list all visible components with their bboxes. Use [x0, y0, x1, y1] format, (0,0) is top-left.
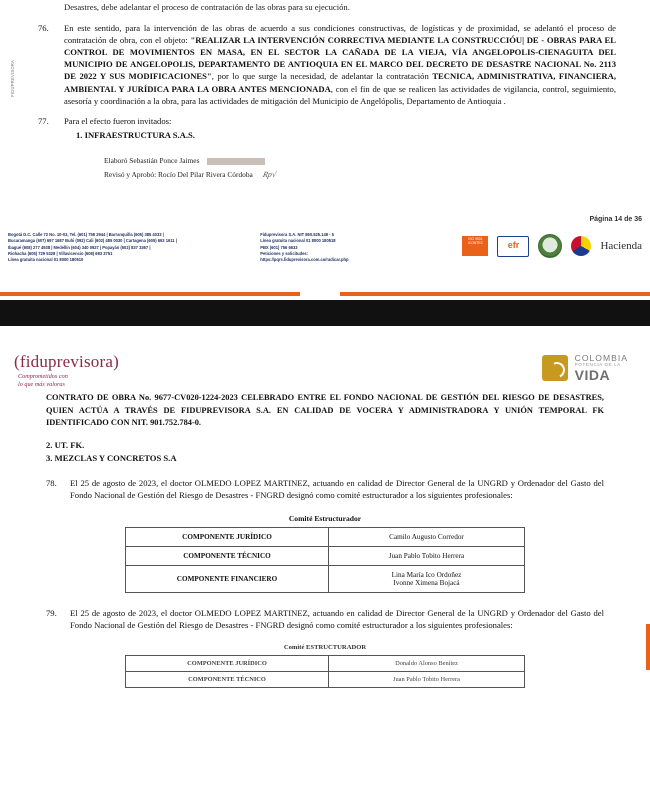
icontec-logo-icon: ISO 9001 ICONTEC — [462, 236, 488, 256]
paragraph-78 — [46, 477, 604, 502]
table-cell-value: Juan Pablo Tobito Herrera — [329, 671, 525, 687]
paragraph-79 — [46, 607, 604, 632]
colombia-line-1: COLOMBIA — [574, 353, 628, 363]
table-cell-value-line-1: Lina María Ico Ordoñez — [391, 570, 462, 579]
paragraph-76-bold2: TECNICA, ADMINISTRATIVA, FINANCIERA, AMBIENTAL Y JURÍDICA PARA LA OBRA ANTES MENCIONADA — [64, 71, 616, 94]
table-cell-label: COMPONENTE JURÍDICO — [126, 527, 329, 546]
table-cell-value: Donaldo Alonso Benítez — [329, 655, 525, 671]
page-2-header — [0, 326, 650, 392]
table-78-caption: Comité Estructurador — [288, 513, 362, 523]
footer-line: Peticiones y solicitudes: — [260, 251, 309, 257]
list-item: 2. UT. FK. — [46, 439, 85, 450]
table-cell-label: COMPONENTE JURÍDICO — [126, 655, 329, 671]
page-margin-stamp: FIDUPREVISORA — [10, 60, 15, 97]
paragraph-77 — [38, 115, 616, 141]
paragraph-77-number: 77. — [38, 116, 49, 127]
paragraph-76-number: 76. — [38, 22, 49, 33]
footer-logo-group — [462, 234, 642, 258]
reviewed-by-line — [104, 168, 616, 182]
paragraph-76 — [38, 22, 616, 107]
footer-line: Riohacha (605) 729 5328 | Villavicencio (608) 683 3751 — [8, 251, 113, 257]
fiduprevisora-logo: (fiduprevisora) — [14, 352, 119, 371]
page-2-content — [0, 392, 650, 688]
paragraph-76-mid: , por lo que surge la necesidad, de adelantar la contratación — [211, 71, 433, 82]
certification-seal-icon — [538, 234, 562, 258]
table-79-caption: Comité ESTRUCTURADOR — [283, 643, 367, 651]
footer-line: Bogotá D.C. Calle 72 No. 10-03, Tel. (601) 758 2944 | Barranquilla (605) 385 4033 | — [8, 232, 164, 237]
table-row — [126, 655, 525, 671]
efr-logo-icon: efr — [497, 236, 529, 257]
page-1-footer — [8, 232, 642, 264]
paragraph-76-text — [64, 22, 616, 107]
footer-line: PBX (601) 756 6633 — [260, 244, 298, 250]
paragraph-77-lead: Para el efecto fueron invitados: — [64, 116, 172, 127]
table-cell-label: COMPONENTE TÉCNICO — [126, 671, 329, 687]
colombia-mark-icon — [542, 355, 568, 381]
table-cell-value-multi — [329, 565, 525, 592]
cut-off-paragraph: Desastres, debe adelantar el proceso de contratación de las obras para su ejecución. — [64, 2, 350, 12]
table-row — [126, 546, 525, 565]
contract-title: CONTRATO DE OBRA No. 9677-CV020-1224-2023 CELEBRADO ENTRE EL FONDO NACIONAL DE GESTIÓN DEL RIESGO DE DESASTRES, QUIEN ACTÚA A TRAVÉS DE FIDUPREVISORA S.A. EN CALIDAD DE VOCERA Y ADMINISTRADORA Y UNIÓN TEMPORAL FK IDENTIFICADO CON NIT. 901.752.784-0. — [46, 393, 604, 428]
paragraph-77-text — [64, 115, 616, 141]
paragraph-76-lead: En este sentido, para la intervención de las obras de acuerdo a sus condiciones constructivas, de logísticas y de proximidad, se adelantó el proceso de contratación de obra, con el objeto: — [64, 22, 616, 45]
page-accent-strip-left — [0, 292, 300, 296]
table-cell-label: COMPONENTE TÉCNICO — [126, 546, 329, 565]
colombia-flag-icon — [571, 236, 591, 256]
colombia-brand-logo — [542, 354, 628, 383]
document-page-1 — [0, 0, 650, 300]
list-item: 3. MEZCLAS Y CONCRETOS S.A — [46, 452, 177, 463]
redaction-bar — [207, 158, 265, 165]
comite-estructurador-table-78 — [125, 527, 525, 593]
colombia-line-3: VIDA — [574, 366, 611, 383]
footer-line: Fiduprevisora S.A. NIT 860.525.148 - 5 — [260, 232, 334, 237]
paragraph-76-quote: "REALIZAR LA INTERVENCIÓN CORRECTIVA MEDIANTE LA CONSTRUCCIÓU| DE - OBRAS PARA EL CONTROL DE MOVIMIENTOS EN MASA, EN EL SECTOR LA CAÑADA DE LA VIEJA, VÍA ANGELOPOLIS-CIENAGUITA DEL MUNICIPIO DE ANGELOPOLIS, DEPARTAMENTO DE ANTIOQUIA EN EL MARCO DEL DECRETO DE DESASTRE NACIONAL No. 2113 DE 2022 Y SUS MODIFICACIONES" — [64, 34, 616, 82]
signature-block — [104, 155, 616, 181]
footer-line: Bucaramanga (607) 697 1687 Buhi (092) Cali (602) 485 0030 | Cartagena (605) 693 1611 | — [8, 238, 177, 244]
page-separator-band — [0, 300, 650, 326]
invited-company-item: 1. INFRAESTRUCTURA S.A.S. — [76, 130, 195, 141]
table-row — [126, 565, 525, 592]
table-cell-value-line-2: Ivonne Ximena Bojacá — [393, 578, 460, 587]
table-cell-label: COMPONENTE FINANCIERO — [126, 565, 329, 592]
footer-line: https://pqrs.fiduprevisora.com.co/radicar.php — [260, 257, 349, 263]
page-1-content — [38, 0, 616, 182]
table-row — [126, 527, 525, 546]
footer-line: Línea gratuita nacional 01 8000 180510 — [8, 257, 84, 263]
page-2-accent-strip — [646, 624, 650, 670]
brand-tagline-line-2: lo que más valoras — [18, 381, 65, 389]
page-accent-strip-right — [340, 292, 650, 296]
footer-contact-column-2 — [260, 232, 410, 264]
brand-tagline — [18, 373, 68, 390]
signature-mark: Rp√ — [261, 170, 277, 179]
footer-line: Línea gratuita nacional 01 8000 180518 — [260, 238, 336, 244]
footer-contact-column-1 — [8, 232, 208, 264]
colombia-brand-text — [575, 354, 628, 383]
paragraph-79-text: El 25 de agosto de 2023, el doctor OLMEDO LOPEZ MARTINEZ, actuando en calidad de Director General de la UNGRD y Ordenador del Gasto del Fondo Nacional de Gestión del Riesgo de Desastres - FNGRD designó como comité estructurador a los siguientes profesionales: — [70, 607, 604, 631]
table-cell-value: Juan Pablo Tobito Herrera — [329, 546, 525, 565]
paragraph-78-number: 78. — [46, 477, 57, 488]
brand-tagline-line-1: Comprometidos con — [18, 373, 68, 380]
paragraph-76-tail: , con el fin de que se realicen las actividades de vigilancia, control, seguimiento, asesoría y coordinación a la obra, para las actividades de mitigación del Municipio de Angelópolis, Departamento de Antioquia . — [64, 83, 616, 106]
reviewed-by-label: Revisó y Aprobó: Rocío Del Pilar Rivera Córdoba — [104, 170, 253, 179]
paragraph-78-text: El 25 de agosto de 2023, el doctor OLMEDO LOPEZ MARTINEZ, actuando en calidad de Director General de la UNGRD y Ordenador del Gasto del Fondo Nacional de Gestión del Riesgo de Desastres - FNGRD designó como comité estructurador a los siguientes profesionales: — [70, 477, 604, 501]
prepared-by-line — [104, 155, 616, 168]
hacienda-logo: Hacienda — [600, 240, 642, 252]
colombia-line-2: POTENCIA DE LA — [574, 362, 621, 368]
table-cell-value: Camilo Augusto Corredor — [329, 527, 525, 546]
document-page-2 — [0, 326, 650, 796]
paragraph-79-number: 79. — [46, 607, 57, 618]
footer-line: Ibagué (608) 277 4938 | Medellín (604) 340 0927 | Popayán (602) 837 3367 | — [8, 244, 151, 250]
page-number-label: Página 14 de 36 — [589, 216, 642, 223]
table-row — [126, 671, 525, 687]
comite-estructurador-table-79 — [125, 655, 525, 688]
prepared-by-label: Elaboró Sebastián Ponce Jaimes — [104, 156, 200, 166]
